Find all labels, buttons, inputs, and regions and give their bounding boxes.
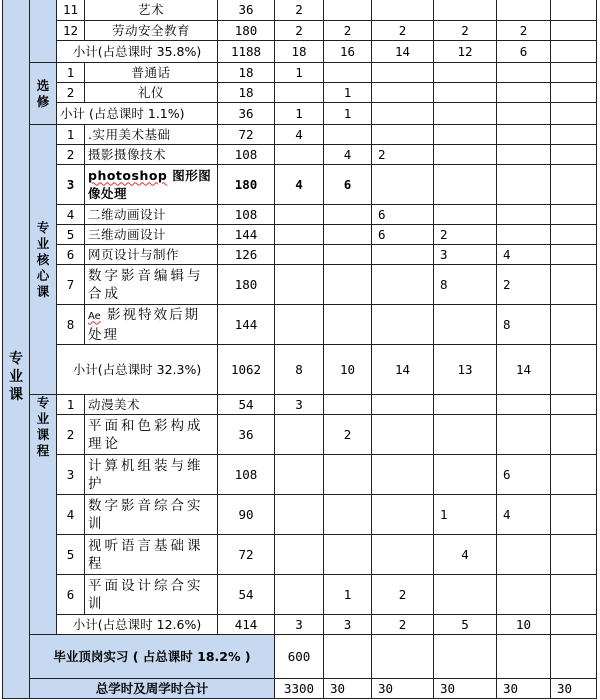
course-name bbox=[85, 305, 218, 345]
week-cell bbox=[551, 145, 597, 165]
course-name: 动漫美术 bbox=[85, 395, 218, 415]
week-cell bbox=[372, 535, 434, 575]
course-name: .实用美术基础 bbox=[85, 125, 218, 145]
week-cell bbox=[372, 83, 434, 103]
subtotal-label: 小计 (占总课时 1.1%) bbox=[57, 103, 218, 125]
week-cell bbox=[551, 635, 597, 679]
week-cell bbox=[551, 165, 597, 205]
week-cell bbox=[434, 205, 497, 225]
category-label-char: 核 bbox=[36, 251, 50, 267]
week-cell: 2 bbox=[372, 145, 434, 165]
course-name-prefix: photoshop bbox=[88, 167, 168, 183]
week-cell bbox=[551, 0, 597, 21]
week-cell bbox=[497, 0, 551, 21]
week-cell: 18 bbox=[275, 41, 324, 63]
week-cell bbox=[372, 63, 434, 83]
week-cell: 1 bbox=[324, 103, 372, 125]
week-cell: 10 bbox=[497, 615, 551, 635]
subtotal-hours: 414 bbox=[218, 615, 275, 635]
subtotal-row bbox=[3, 103, 597, 125]
week-cell: 6 bbox=[497, 455, 551, 495]
week-cell bbox=[551, 535, 597, 575]
course-name: 计算机组装与维护 bbox=[85, 455, 218, 495]
week-cell: 30 bbox=[497, 679, 551, 699]
week-cell: 1 bbox=[275, 63, 324, 83]
week-cell: 2 bbox=[372, 575, 434, 615]
week-cell bbox=[275, 145, 324, 165]
week-cell: 2 bbox=[372, 21, 434, 41]
week-cell: 14 bbox=[372, 41, 434, 63]
week-cell bbox=[551, 245, 597, 265]
week-cell bbox=[324, 535, 372, 575]
week-cell bbox=[324, 455, 372, 495]
week-cell bbox=[551, 205, 597, 225]
course-hours: 108 bbox=[218, 205, 275, 225]
category-professional-courses bbox=[30, 395, 57, 635]
table-row bbox=[3, 305, 597, 345]
week-cell bbox=[275, 245, 324, 265]
week-cell: 4 bbox=[497, 495, 551, 535]
course-hours: 180 bbox=[218, 265, 275, 305]
week-cell bbox=[372, 125, 434, 145]
week-cell: 30 bbox=[551, 679, 597, 699]
week-cell: 1 bbox=[434, 495, 497, 535]
week-cell bbox=[434, 125, 497, 145]
week-cell: 14 bbox=[497, 345, 551, 395]
course-name-rest: 影视特效后期处理 bbox=[88, 306, 201, 343]
category-column-general bbox=[30, 0, 57, 63]
internship-label: 毕业顶岗实习 ( 占总课时 18.2% ) bbox=[30, 635, 275, 679]
row-number: 5 bbox=[57, 225, 85, 245]
course-hours: 18 bbox=[218, 63, 275, 83]
week-cell bbox=[372, 165, 434, 205]
subtotal-row bbox=[3, 615, 597, 635]
row-number: 1 bbox=[57, 63, 85, 83]
row-number: 2 bbox=[57, 145, 85, 165]
week-cell bbox=[324, 265, 372, 305]
week-cell bbox=[497, 395, 551, 415]
week-cell bbox=[434, 635, 497, 679]
week-cell bbox=[497, 535, 551, 575]
week-cell bbox=[551, 21, 597, 41]
week-cell bbox=[551, 265, 597, 305]
row-number: 8 bbox=[57, 305, 85, 345]
category-label-char: 业 bbox=[36, 235, 50, 251]
table-row bbox=[3, 165, 597, 205]
course-hours: 180 bbox=[218, 165, 275, 205]
week-cell bbox=[497, 205, 551, 225]
week-cell bbox=[275, 83, 324, 103]
week-cell bbox=[434, 415, 497, 455]
week-cell bbox=[275, 225, 324, 245]
week-cell: 2 bbox=[497, 21, 551, 41]
week-cell bbox=[434, 145, 497, 165]
week-cell: 3 bbox=[434, 245, 497, 265]
week-cell bbox=[497, 635, 551, 679]
week-cell: 10 bbox=[324, 345, 372, 395]
row-number: 1 bbox=[57, 125, 85, 145]
week-cell: 4 bbox=[275, 165, 324, 205]
week-cell: 3 bbox=[324, 615, 372, 635]
week-cell: 2 bbox=[434, 21, 497, 41]
week-cell bbox=[551, 125, 597, 145]
week-cell bbox=[372, 265, 434, 305]
internship-hours: 600 bbox=[275, 635, 324, 679]
week-cell bbox=[551, 225, 597, 245]
course-hours: 36 bbox=[218, 0, 275, 21]
week-cell bbox=[551, 395, 597, 415]
category-label-char: 修 bbox=[36, 93, 50, 109]
table-row bbox=[3, 63, 597, 83]
category-professional-core bbox=[30, 125, 57, 395]
category-elective bbox=[30, 63, 57, 125]
course-name-prefix: Ae bbox=[88, 310, 101, 322]
course-name: 三维动画设计 bbox=[85, 225, 218, 245]
week-cell: 8 bbox=[434, 265, 497, 305]
row-number: 11 bbox=[57, 0, 85, 21]
total-hours: 3300 bbox=[275, 679, 324, 699]
week-cell bbox=[434, 575, 497, 615]
week-cell bbox=[372, 103, 434, 125]
row-number: 3 bbox=[57, 455, 85, 495]
row-number: 6 bbox=[57, 245, 85, 265]
total-label: 总学时及周学时合计 bbox=[30, 679, 275, 699]
week-cell bbox=[372, 455, 434, 495]
table-row bbox=[3, 395, 597, 415]
internship-row bbox=[3, 635, 597, 679]
week-cell: 6 bbox=[372, 205, 434, 225]
week-cell bbox=[324, 395, 372, 415]
course-hours: 108 bbox=[218, 145, 275, 165]
week-cell bbox=[497, 415, 551, 455]
course-hours: 54 bbox=[218, 395, 275, 415]
row-number: 2 bbox=[57, 415, 85, 455]
week-cell bbox=[551, 415, 597, 455]
week-cell bbox=[275, 265, 324, 305]
category-label-char: 课 bbox=[36, 427, 50, 442]
table-row bbox=[3, 205, 597, 225]
course-name: 艺术 bbox=[85, 0, 218, 21]
week-cell bbox=[497, 165, 551, 205]
week-cell bbox=[275, 205, 324, 225]
course-hours: 72 bbox=[218, 125, 275, 145]
week-cell bbox=[275, 535, 324, 575]
course-name-rest: 图形图像处理 bbox=[88, 167, 212, 201]
week-cell bbox=[372, 0, 434, 21]
week-cell bbox=[275, 305, 324, 345]
week-cell bbox=[551, 305, 597, 345]
week-cell bbox=[372, 305, 434, 345]
table-row bbox=[3, 145, 597, 165]
course-name: 视听语言基础课程 bbox=[85, 535, 218, 575]
course-name: 网页设计与制作 bbox=[85, 245, 218, 265]
course-hours: 36 bbox=[218, 415, 275, 455]
week-cell bbox=[372, 495, 434, 535]
week-cell bbox=[324, 635, 372, 679]
table-row bbox=[3, 495, 597, 535]
week-cell bbox=[497, 103, 551, 125]
week-cell: 4 bbox=[434, 535, 497, 575]
week-cell bbox=[551, 575, 597, 615]
week-cell bbox=[324, 495, 372, 535]
week-cell: 30 bbox=[434, 679, 497, 699]
week-cell bbox=[324, 225, 372, 245]
week-cell: 2 bbox=[372, 615, 434, 635]
week-cell: 4 bbox=[497, 245, 551, 265]
course-name bbox=[85, 165, 218, 205]
week-cell bbox=[434, 165, 497, 205]
week-cell bbox=[551, 455, 597, 495]
subtotal-label: 小计(占总课时 32.3%) bbox=[57, 345, 218, 395]
table-row bbox=[3, 0, 597, 21]
week-cell bbox=[324, 125, 372, 145]
week-cell: 6 bbox=[324, 165, 372, 205]
week-cell: 2 bbox=[324, 21, 372, 41]
course-name: 平面设计综合实训 bbox=[85, 575, 218, 615]
row-number: 6 bbox=[57, 575, 85, 615]
week-cell bbox=[497, 575, 551, 615]
week-cell: 3 bbox=[275, 395, 324, 415]
week-cell bbox=[275, 575, 324, 615]
course-hours: 54 bbox=[218, 575, 275, 615]
week-cell bbox=[434, 455, 497, 495]
week-cell: 4 bbox=[324, 145, 372, 165]
subtotal-hours: 1062 bbox=[218, 345, 275, 395]
category-label-char: 课 bbox=[36, 283, 50, 299]
week-cell: 8 bbox=[275, 345, 324, 395]
week-cell: 16 bbox=[324, 41, 372, 63]
table-row bbox=[3, 575, 597, 615]
total-row bbox=[3, 679, 597, 699]
course-hours: 144 bbox=[218, 225, 275, 245]
table-row bbox=[3, 455, 597, 495]
week-cell: 1 bbox=[324, 575, 372, 615]
course-name: 摄影摄像技术 bbox=[85, 145, 218, 165]
course-name: 平面和色彩构成理论 bbox=[85, 415, 218, 455]
course-hours: 18 bbox=[218, 83, 275, 103]
week-cell bbox=[497, 125, 551, 145]
week-cell: 2 bbox=[434, 225, 497, 245]
table-row bbox=[3, 125, 597, 145]
course-hours: 90 bbox=[218, 495, 275, 535]
course-name: 二维动画设计 bbox=[85, 205, 218, 225]
week-cell bbox=[497, 225, 551, 245]
table-row bbox=[3, 245, 597, 265]
course-name: 普通话 bbox=[85, 63, 218, 83]
category-label-char: 心 bbox=[36, 267, 50, 283]
week-cell: 6 bbox=[497, 41, 551, 63]
subtotal-row bbox=[3, 345, 597, 395]
week-cell: 30 bbox=[324, 679, 372, 699]
course-hours: 108 bbox=[218, 455, 275, 495]
week-cell bbox=[434, 63, 497, 83]
week-cell bbox=[275, 415, 324, 455]
subtotal-hours: 1188 bbox=[218, 41, 275, 63]
week-cell bbox=[434, 0, 497, 21]
table-row bbox=[3, 21, 597, 41]
week-cell bbox=[434, 395, 497, 415]
subtotal-label: 小计(占总课时 12.6%) bbox=[57, 615, 218, 635]
week-cell: 5 bbox=[434, 615, 497, 635]
week-cell bbox=[372, 635, 434, 679]
week-cell: 1 bbox=[324, 83, 372, 103]
week-cell bbox=[372, 395, 434, 415]
week-cell bbox=[551, 495, 597, 535]
week-cell bbox=[434, 305, 497, 345]
week-cell: 2 bbox=[275, 21, 324, 41]
week-cell: 30 bbox=[372, 679, 434, 699]
week-cell bbox=[324, 63, 372, 83]
curriculum-table bbox=[2, 0, 597, 699]
table-row bbox=[3, 265, 597, 305]
week-cell bbox=[324, 0, 372, 21]
week-cell bbox=[551, 615, 597, 635]
category-label-char: 专 bbox=[36, 219, 50, 235]
week-cell: 2 bbox=[275, 0, 324, 21]
table-row bbox=[3, 535, 597, 575]
week-cell bbox=[324, 305, 372, 345]
week-cell: 8 bbox=[497, 305, 551, 345]
table-row bbox=[3, 225, 597, 245]
week-cell bbox=[497, 63, 551, 83]
row-number: 12 bbox=[57, 21, 85, 41]
week-cell: 3 bbox=[275, 615, 324, 635]
category-label-char: 专 bbox=[9, 351, 23, 367]
row-number: 4 bbox=[57, 205, 85, 225]
week-cell bbox=[434, 83, 497, 103]
row-number: 2 bbox=[57, 83, 85, 103]
category-professional-outer bbox=[3, 350, 29, 404]
category-label-char: 业 bbox=[9, 369, 23, 385]
week-cell bbox=[324, 245, 372, 265]
week-cell bbox=[551, 83, 597, 103]
week-cell bbox=[275, 495, 324, 535]
category-label-char: 专 bbox=[36, 395, 50, 410]
row-number: 5 bbox=[57, 535, 85, 575]
category-label-char: 课 bbox=[9, 387, 23, 403]
category-label-char: 选 bbox=[36, 77, 50, 93]
category-label-char: 程 bbox=[36, 443, 50, 458]
week-cell: 1 bbox=[275, 103, 324, 125]
subtotal-label: 小计(占总课时 35.8%) bbox=[57, 41, 218, 63]
subtotal-hours: 36 bbox=[218, 103, 275, 125]
week-cell: 14 bbox=[372, 345, 434, 395]
course-hours: 126 bbox=[218, 245, 275, 265]
course-name: 数字影音编辑与合成 bbox=[85, 265, 218, 305]
week-cell bbox=[372, 245, 434, 265]
week-cell bbox=[434, 103, 497, 125]
course-name: 礼仪 bbox=[85, 83, 218, 103]
subtotal-row bbox=[3, 41, 597, 63]
course-name: 劳动安全教育 bbox=[85, 21, 218, 41]
week-cell bbox=[551, 63, 597, 83]
week-cell bbox=[275, 455, 324, 495]
week-cell: 13 bbox=[434, 345, 497, 395]
week-cell bbox=[324, 205, 372, 225]
week-cell bbox=[497, 145, 551, 165]
course-name: 数字影音综合实训 bbox=[85, 495, 218, 535]
row-number: 3 bbox=[57, 165, 85, 205]
week-cell bbox=[372, 415, 434, 455]
week-cell: 2 bbox=[497, 265, 551, 305]
week-cell: 12 bbox=[434, 41, 497, 63]
week-cell: 6 bbox=[372, 225, 434, 245]
table-row bbox=[3, 83, 597, 103]
week-cell bbox=[551, 345, 597, 395]
week-cell: 2 bbox=[324, 415, 372, 455]
week-cell: 4 bbox=[275, 125, 324, 145]
course-hours: 180 bbox=[218, 21, 275, 41]
week-cell bbox=[497, 83, 551, 103]
row-number: 1 bbox=[57, 395, 85, 415]
row-number: 4 bbox=[57, 495, 85, 535]
week-cell bbox=[551, 103, 597, 125]
course-hours: 144 bbox=[218, 305, 275, 345]
week-cell bbox=[551, 41, 597, 63]
course-hours: 72 bbox=[218, 535, 275, 575]
table-row bbox=[3, 415, 597, 455]
category-label-char: 业 bbox=[36, 411, 50, 426]
row-number: 7 bbox=[57, 265, 85, 305]
